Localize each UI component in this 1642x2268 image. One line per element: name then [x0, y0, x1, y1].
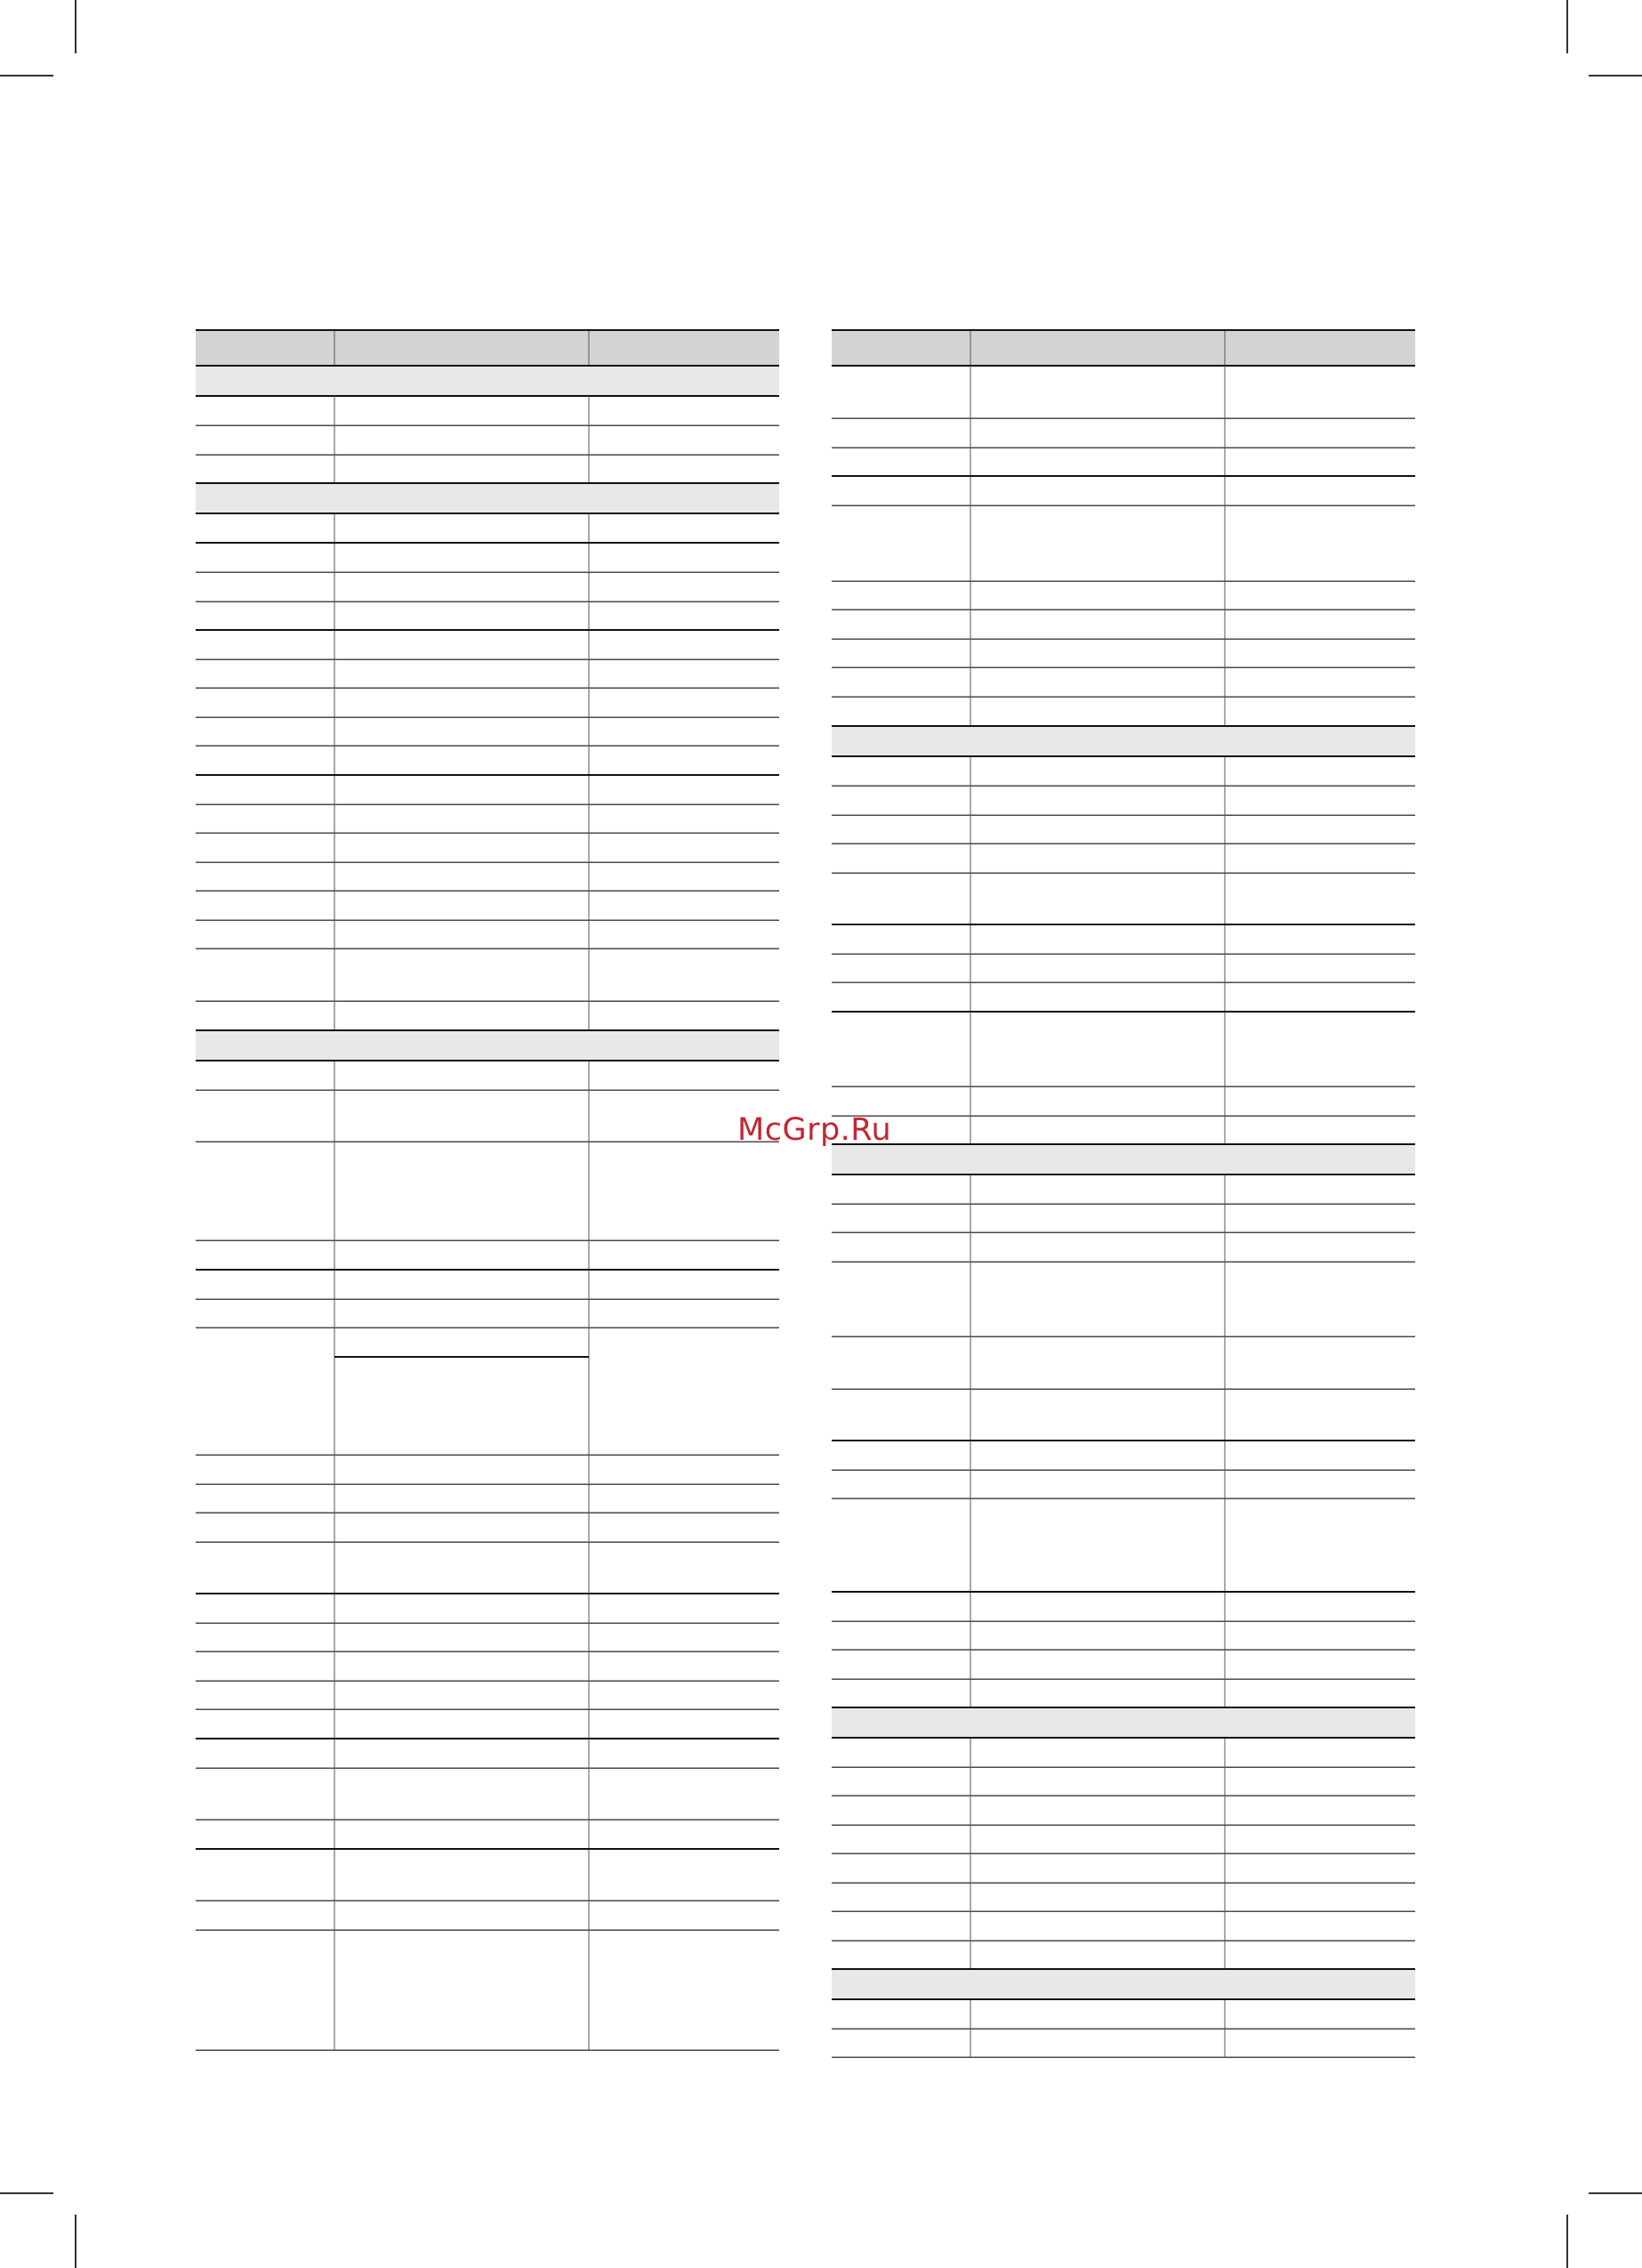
left-table-grid — [196, 330, 783, 2054]
left-section-header-2 — [196, 483, 779, 513]
right-spec-table — [832, 330, 1419, 2061]
right-table-grid — [832, 330, 1419, 2061]
left-section-header-3 — [196, 1030, 779, 1061]
crop-mark-bottom-right-vertical — [1566, 2215, 1568, 2268]
right-section-header-1 — [832, 726, 1415, 756]
right-header-row — [832, 330, 1415, 366]
crop-mark-bottom-left-vertical — [75, 2215, 76, 2268]
crop-mark-top-left-horizontal — [0, 75, 53, 77]
crop-mark-top-right-vertical — [1566, 0, 1568, 53]
crop-mark-bottom-left-horizontal — [0, 2192, 53, 2194]
crop-mark-top-left-vertical — [75, 0, 76, 53]
crop-mark-bottom-right-horizontal — [1589, 2192, 1642, 2194]
right-section-header-4 — [832, 1969, 1415, 1999]
left-spec-table — [196, 330, 783, 2054]
watermark-text: McGrp.Ru — [737, 1112, 892, 1148]
crop-mark-top-right-horizontal — [1589, 75, 1642, 77]
right-section-header-2 — [832, 1144, 1415, 1174]
right-section-header-3 — [832, 1707, 1415, 1738]
left-section-header-1 — [196, 366, 779, 396]
left-header-row — [196, 330, 779, 366]
